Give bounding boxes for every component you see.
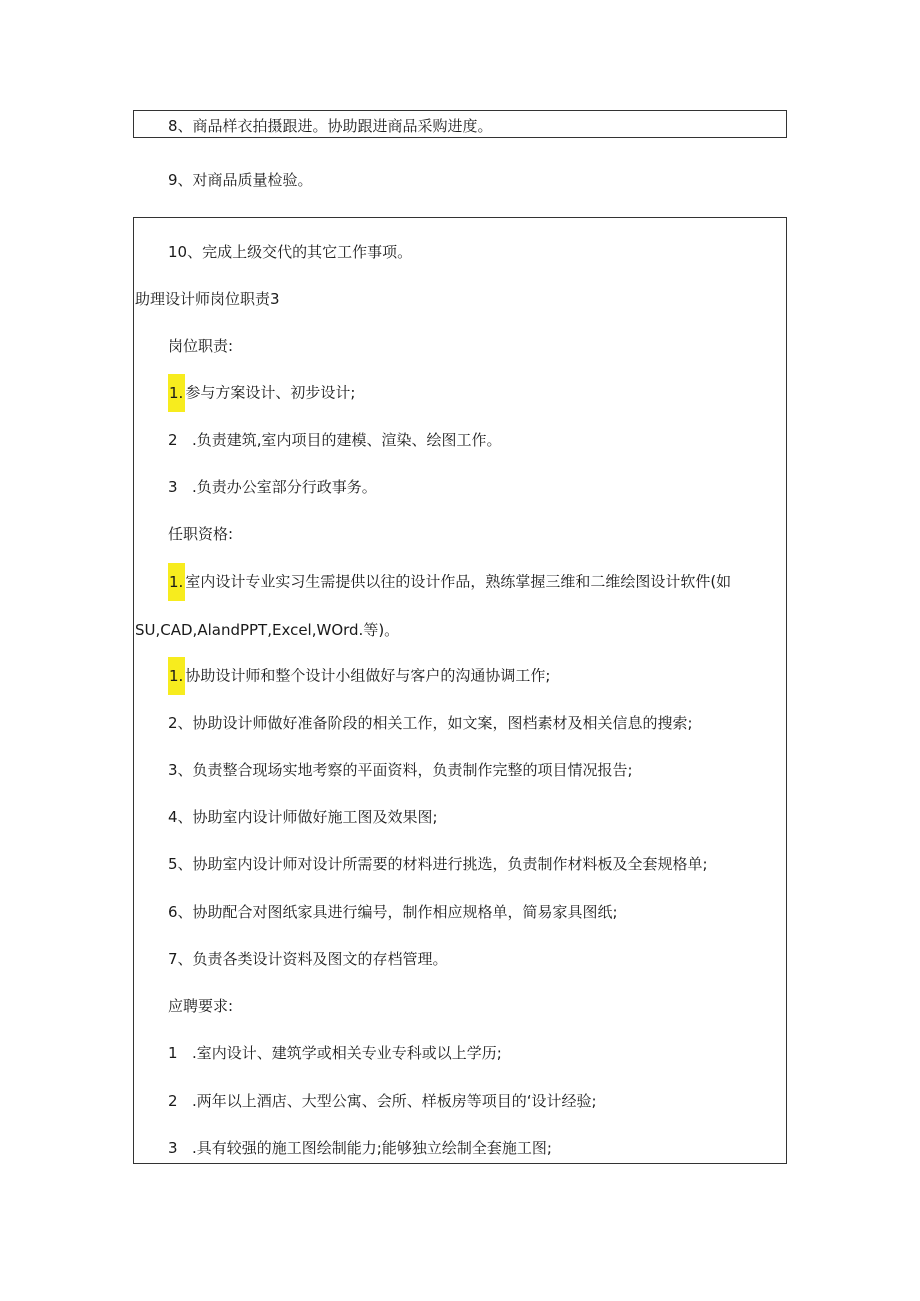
section-heading: 助理设计师岗位职责3 [135,290,280,308]
work-6: 6、协助配合对图纸家具进行编号，制作相应规格单，简易家具图纸; [168,903,618,921]
highlight-mark: 1. [168,374,185,412]
qual-1-continued: SU,CAD,AlandPPT,Excel,WOrd.等)。 [135,621,400,639]
req-3 [168,1138,552,1158]
req-2-text: .两年以上酒店、大型公寓、会所、样板房等项目的‘设计经验; [192,1092,597,1110]
highlight-mark: 1. [168,563,185,601]
work-2: 2、协助设计师做好准备阶段的相关工作，如文案，图档素材及相关信息的搜索; [168,714,693,732]
req-1 [168,1043,502,1063]
req-2 [168,1091,597,1111]
req-1-text: .室内设计、建筑学或相关专业专科或以上学历; [192,1044,502,1062]
qual-1 [168,563,731,601]
item-10: 10、完成上级交代的其它工作事项。 [168,243,413,261]
qual-title: 任职资格: [168,525,234,543]
duties-title: 岗位职责: [168,337,234,355]
duty-1-text: 参与方案设计、初步设计; [185,383,356,402]
req-1-num: 1 [168,1044,178,1062]
req-3-num: 3 [168,1139,178,1157]
duty-2 [168,430,502,450]
highlight-mark: 1. [168,657,185,695]
work-3: 3、负责整合现场实地考察的平面资料，负责制作完整的项目情况报告; [168,761,633,779]
duty-3-text: .负责办公室部分行政事务。 [192,478,377,496]
req-2-num: 2 [168,1092,178,1110]
work-4: 4、协助室内设计师做好施工图及效果图; [168,808,438,826]
work-1 [168,657,550,695]
duty-1 [168,374,355,412]
work-7: 7、负责各类设计资料及图文的存档管理。 [168,950,448,968]
item-9: 9、对商品质量检验。 [168,171,313,189]
duty-3-num: 3 [168,478,178,496]
qual-1-text: 室内设计专业实习生需提供以往的设计作品，熟练掌握三维和二维绘图设计软件(如 [185,572,732,591]
item-8: 8、商品样衣拍摄跟进。协助跟进商品采购进度。 [168,117,493,135]
duty-3 [168,477,377,497]
duty-2-num: 2 [168,431,178,449]
duty-2-text: .负责建筑,室内项目的建模、渲染、绘图工作。 [192,431,502,449]
req-3-text: .具有较强的施工图绘制能力;能够独立绘制全套施工图; [192,1139,552,1157]
work-1-text: 协助设计师和整个设计小组做好与客户的沟通协调工作; [185,666,551,685]
work-5: 5、协助室内设计师对设计所需要的材料进行挑选，负责制作材料板及全套规格单; [168,855,708,873]
req-title: 应聘要求: [168,997,234,1015]
